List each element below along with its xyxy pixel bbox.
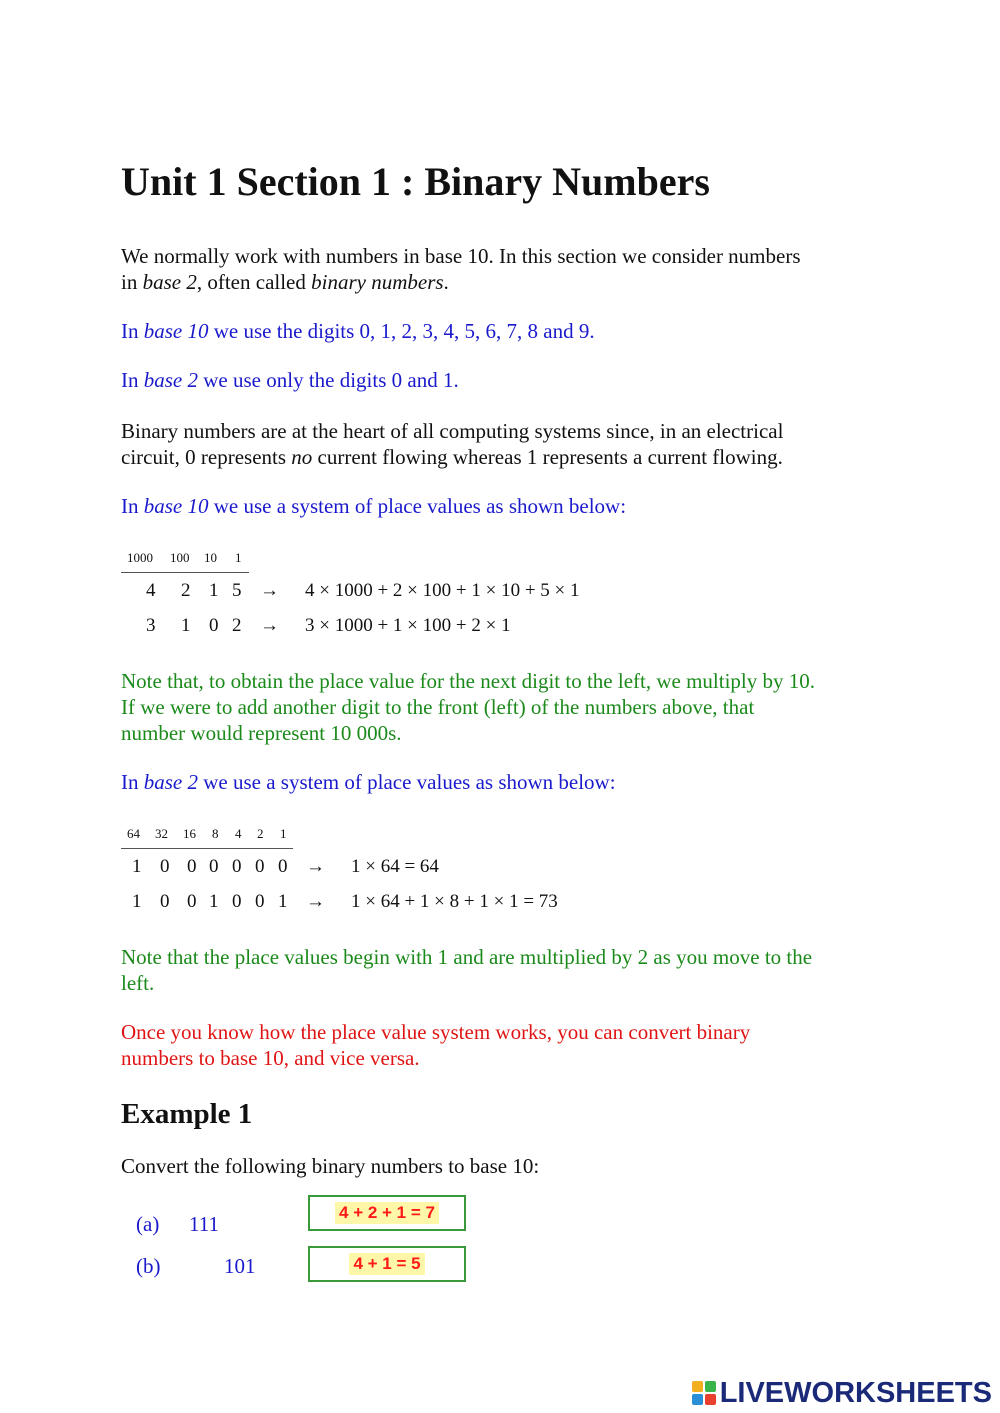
liveworksheets-mark-icon [692,1381,716,1405]
note2-line-2: left. [121,971,155,995]
table2-header: 64 [127,826,140,841]
computing-line-1: Binary numbers are at the heart of all computing systems since, in an electrical [121,419,784,443]
table10-header: 1 [235,550,242,565]
table10-digit: 4 [146,580,156,601]
table2-digit: 1 [278,891,288,912]
emphasis: no [291,445,313,469]
table2-header: 1 [280,826,287,841]
base10-place-line [121,493,901,519]
intro-line-1: We normally work with numbers in base 10. In this section we consider numbers [121,244,801,268]
mark-square [705,1381,716,1392]
text: . [443,270,449,294]
table2-digit: 0 [187,891,197,912]
answer-text: 4 + 2 + 1 = 7 [335,1202,439,1224]
liveworksheets-logo [692,1378,992,1408]
mark-square [692,1394,703,1405]
table2-header: 8 [212,826,219,841]
text: circuit, 0 represents [121,445,292,469]
table2-digit: 0 [255,856,265,877]
note2-line-1: Note that the place values begin with 1 and are multiplied by 2 as you move to the [121,945,813,969]
convert-note [121,1019,901,1071]
text: we use only the digits 0 and 1. [198,368,459,392]
table2-expansion: 1 × 64 = 64 [351,856,439,877]
note-base10 [121,668,921,746]
mark-square [692,1381,703,1392]
computing-paragraph [121,418,901,470]
base2-place-line [121,769,901,795]
convert-line-1: Once you know how the place value system works, you can convert binary [121,1020,751,1044]
table2-header: 32 [155,826,168,841]
table10-digit: 3 [146,615,156,636]
emphasis: base 2 [142,270,197,294]
intro-line-2 [121,269,901,295]
arrow-icon: → [306,856,325,877]
table10-digit: 5 [232,580,242,601]
brand-name: LIVEWORKSHEETS [719,1377,992,1409]
note10-line-1: Note that, to obtain the place value for the next digit to the left, we multiply by 10. [121,669,815,693]
table10-digit: 1 [209,580,219,601]
note10-line-2: If we were to add another digit to the front (left) of the numbers above, that [121,695,755,719]
table2-digit: 1 [209,891,219,912]
table10-digit: 2 [181,580,191,601]
text: we use the digits 0, 1, 2, 3, 4, 5, 6, 7, 8 and 9. [208,319,595,343]
table2-digit: 1 [132,856,142,877]
answer-box-b[interactable] [308,1246,466,1282]
table2-digit: 0 [160,856,170,877]
text: In [121,319,144,343]
table2-expansion: 1 × 64 + 1 × 8 + 1 × 1 = 73 [351,891,558,912]
base2-digits-line [121,367,901,393]
arrow-icon: → [260,615,279,636]
answer-text: 4 + 1 = 5 [349,1253,424,1275]
table2-digit: 0 [209,856,219,877]
emphasis: base 10 [143,494,209,518]
mark-square [705,1394,716,1405]
table2-digit: 0 [255,891,265,912]
emphasis: base 10 [143,319,209,343]
table2-header: 2 [257,826,264,841]
text: , often called [196,270,312,294]
computing-line-2 [121,444,901,470]
table10-digit: 2 [232,615,242,636]
table2-digit: 0 [160,891,170,912]
table2-digit: 0 [278,856,288,877]
table10-digit: 0 [209,615,219,636]
note10-line-3: number would represent 10 000s. [121,721,402,745]
table2-digit: 1 [132,891,142,912]
page-title: Unit 1 Section 1 : Binary Numbers [121,159,710,204]
text: we use a system of place values as shown below: [208,494,627,518]
table2-header: 4 [235,826,242,841]
table2-rule [121,848,293,849]
table2-digit: 0 [232,856,242,877]
emphasis: base 2 [143,368,198,392]
item-value: 101 [224,1254,256,1278]
table10-header: 1000 [127,550,153,565]
text: current flowing whereas 1 represents a current flowing. [312,445,783,469]
emphasis: binary numbers [311,270,444,294]
base10-digits-line [121,318,901,344]
text: we use a system of place values as shown below: [198,770,616,794]
arrow-icon: → [306,891,325,912]
table10-expansion: 3 × 1000 + 1 × 100 + 2 × 1 [305,615,511,636]
intro-paragraph [121,243,901,295]
convert-line-2: numbers to base 10, and vice versa. [121,1046,420,1070]
text: In [121,770,144,794]
example-heading: Example 1 [121,1098,253,1130]
text: in [121,270,143,294]
answer-box-a[interactable] [308,1195,466,1231]
table2-header: 16 [183,826,196,841]
item-label: (b) [136,1254,161,1278]
table10-header: 100 [170,550,190,565]
text: In [121,494,144,518]
emphasis: base 2 [143,770,198,794]
table10-digit: 1 [181,615,191,636]
item-label: (a) [136,1212,160,1236]
table10-rule [121,572,249,573]
table10-header: 10 [204,550,217,565]
table2-digit: 0 [232,891,242,912]
table10-expansion: 4 × 1000 + 2 × 100 + 1 × 10 + 5 × 1 [305,580,580,601]
note-base2 [121,944,921,996]
example-prompt: Convert the following binary numbers to base 10: [121,1154,540,1178]
item-value: 111 [189,1212,219,1236]
arrow-icon: → [260,580,279,601]
text: In [121,368,144,392]
table2-digit: 0 [187,856,197,877]
